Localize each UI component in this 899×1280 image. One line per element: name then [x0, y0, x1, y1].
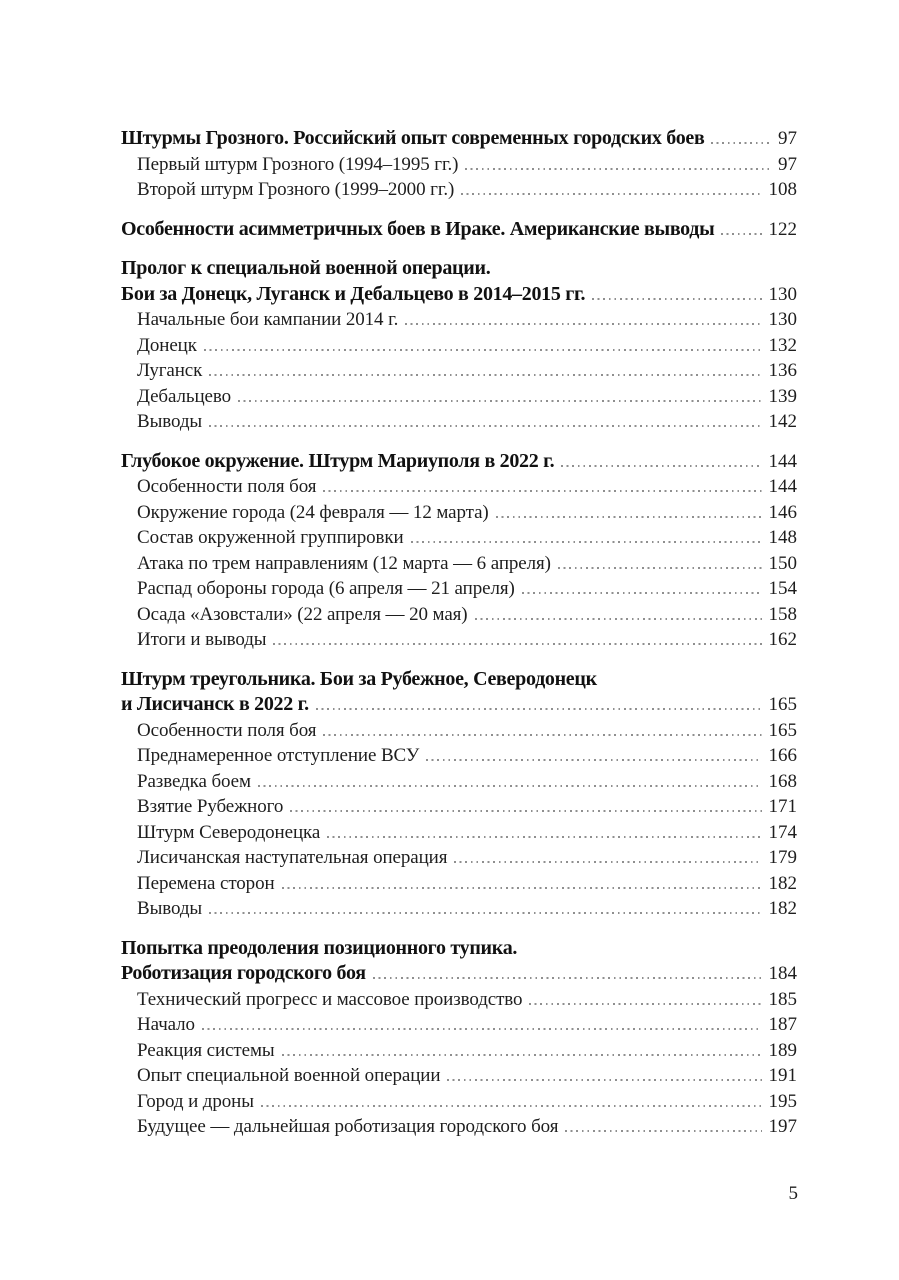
entry-title: Особенности асимметричных боев в Ираке. Американские выводы — [121, 217, 715, 240]
toc-entry-row — [121, 500, 797, 526]
toc-entry-row — [121, 794, 797, 820]
entry-page-number: 184 — [768, 963, 797, 984]
toc-heading-row — [121, 217, 797, 243]
entry-title: Второй штурм Грозного (1999–2000 гг.) — [137, 179, 455, 200]
dot-leader — [475, 618, 762, 620]
toc-section — [121, 126, 797, 203]
entry-title: Особенности поля боя — [137, 719, 317, 741]
entry-page-number: 142 — [768, 411, 797, 432]
toc-entry-row — [121, 871, 797, 897]
entry-page-number: 139 — [768, 385, 797, 407]
toc-heading-row — [121, 961, 797, 987]
dot-leader — [209, 425, 761, 427]
dot-leader — [711, 142, 771, 144]
entry-title: Преднамеренное отступление ВСУ — [137, 745, 420, 766]
entry-page-number: 165 — [768, 719, 797, 741]
toc-entry-row — [121, 820, 797, 846]
entry-title: Первый штурм Грозного (1994–1995 гг.) — [137, 153, 459, 175]
entry-page-number: 168 — [768, 770, 797, 792]
dot-leader — [565, 1130, 761, 1132]
toc-entry-row — [121, 1063, 797, 1089]
entry-page-number: 165 — [768, 694, 797, 715]
entry-title: Разведка боем — [137, 770, 251, 792]
toc-section — [121, 217, 797, 243]
toc-entry-row — [121, 1089, 797, 1115]
entry-title: Пролог к специальной военной операции. — [121, 257, 491, 279]
toc-entry-row — [121, 333, 797, 359]
entry-page-number: 179 — [768, 847, 797, 868]
entry-page-number: 132 — [768, 334, 797, 356]
toc-heading-row — [121, 936, 797, 962]
toc-entry-row — [121, 409, 797, 435]
entry-title: Состав окруженной группировки — [137, 527, 404, 548]
entry-page-number: 187 — [768, 1014, 797, 1035]
toc-heading-row — [121, 667, 797, 693]
dot-leader — [405, 323, 761, 325]
entry-title: Окружение города (24 февраля — 12 марта) — [137, 501, 489, 523]
dot-leader — [209, 374, 761, 376]
entry-title: Попытка преодоления позиционного тупика. — [121, 936, 518, 959]
entry-page-number: 150 — [768, 552, 797, 574]
dot-leader — [721, 233, 761, 235]
toc-entry-row — [121, 718, 797, 744]
entry-page-number: 108 — [768, 179, 797, 200]
entry-page-number: 130 — [768, 309, 797, 330]
dot-leader — [290, 810, 761, 812]
entry-page-number: 148 — [768, 527, 797, 548]
toc-entry-row — [121, 474, 797, 500]
entry-title: Луганск — [137, 360, 203, 381]
entry-title: Донецк — [137, 334, 197, 356]
dot-leader — [204, 349, 762, 351]
toc-entry-row — [121, 769, 797, 795]
entry-page-number: 136 — [768, 360, 797, 381]
dot-leader — [258, 785, 762, 787]
dot-leader — [558, 567, 762, 569]
toc-entry-row — [121, 152, 797, 178]
dot-leader — [323, 734, 761, 736]
entry-page-number: 171 — [768, 796, 797, 817]
entry-title: Штурм треугольника. Бои за Рубежное, Северодонецк — [121, 667, 597, 690]
entry-page-number: 197 — [768, 1116, 797, 1137]
toc-entry-row — [121, 1012, 797, 1038]
dot-leader — [447, 1079, 761, 1081]
entry-title: Итоги и выводы — [137, 629, 267, 650]
dot-leader — [529, 1003, 761, 1005]
entry-page-number: 154 — [768, 578, 797, 599]
entry-page-number: 182 — [768, 872, 797, 894]
dot-leader — [373, 977, 762, 979]
toc-heading-row — [121, 282, 797, 308]
dot-leader — [561, 465, 761, 467]
entry-title: Штурмы Грозного. Российский опыт современных городских боев — [121, 127, 705, 149]
entry-page-number: 97 — [778, 153, 797, 175]
toc-entry-row — [121, 845, 797, 871]
toc-section — [121, 667, 797, 922]
entry-title: и Лисичанск в 2022 г. — [121, 693, 309, 715]
toc-entry-row — [121, 896, 797, 922]
toc-entry-row — [121, 358, 797, 384]
entry-page-number: 191 — [768, 1065, 797, 1086]
entry-title: Дебальцево — [137, 385, 231, 407]
toc-entry-row — [121, 384, 797, 410]
entry-title: Лисичанская наступательная операция — [137, 847, 448, 868]
entry-page-number: 162 — [768, 629, 797, 650]
entry-page-number: 166 — [768, 745, 797, 766]
entry-page-number: 122 — [768, 218, 797, 240]
toc-entry-row — [121, 602, 797, 628]
dot-leader — [209, 912, 761, 914]
toc-heading-row — [121, 449, 797, 475]
toc-entry-row — [121, 1038, 797, 1064]
entry-page-number: 144 — [768, 450, 797, 472]
dot-leader — [273, 643, 761, 645]
entry-title: Штурм Северодонецка — [137, 821, 321, 843]
dot-leader — [261, 1105, 762, 1107]
toc-entry-row — [121, 177, 797, 203]
entry-title: Начало — [137, 1014, 195, 1035]
dot-leader — [323, 490, 761, 492]
dot-leader — [316, 708, 762, 710]
dot-leader — [282, 887, 762, 889]
entry-page-number: 146 — [768, 501, 797, 523]
dot-leader — [454, 861, 761, 863]
entry-title: Выводы — [137, 898, 203, 919]
entry-page-number: 195 — [768, 1090, 797, 1112]
toc-section — [121, 936, 797, 1140]
page-number: 5 — [788, 1183, 798, 1204]
entry-page-number: 97 — [778, 128, 797, 149]
dot-leader — [461, 193, 761, 195]
entry-page-number: 185 — [768, 988, 797, 1010]
entry-page-number: 174 — [768, 821, 797, 843]
toc-entry-row — [121, 576, 797, 602]
toc-entry-row — [121, 987, 797, 1013]
table-of-contents — [121, 126, 797, 1140]
toc-entry-row — [121, 627, 797, 653]
entry-title: Взятие Рубежного — [137, 796, 284, 817]
dot-leader — [238, 400, 762, 402]
toc-heading-row — [121, 256, 797, 282]
entry-title: Начальные бои кампании 2014 г. — [137, 309, 399, 330]
entry-title: Глубокое окружение. Штурм Мариуполя в 2022 г. — [121, 449, 555, 472]
toc-section — [121, 449, 797, 653]
entry-title: Опыт специальной военной операции — [137, 1065, 441, 1086]
entry-page-number: 130 — [768, 283, 797, 305]
toc-entry-row — [121, 551, 797, 577]
entry-title: Будущее — дальнейшая роботизация городского боя — [137, 1116, 559, 1137]
dot-leader — [465, 168, 771, 170]
entry-page-number: 189 — [768, 1039, 797, 1061]
entry-title: Роботизация городского боя — [121, 962, 366, 984]
entry-title: Выводы — [137, 411, 203, 432]
entry-title: Распад обороны города (6 апреля — 21 апреля) — [137, 578, 515, 599]
entry-page-number: 158 — [768, 603, 797, 625]
entry-title: Атака по трем направлениям (12 марта — 6 апреля) — [137, 552, 551, 574]
entry-title: Реакция системы — [137, 1039, 275, 1061]
dot-leader — [202, 1028, 762, 1030]
entry-title: Осада «Азовстали» (22 апреля — 20 мая) — [137, 603, 468, 625]
dot-leader — [592, 298, 761, 300]
toc-entry-row — [121, 1114, 797, 1140]
dot-leader — [282, 1054, 762, 1056]
dot-leader — [327, 836, 761, 838]
entry-title: Технический прогресс и массовое производство — [137, 988, 523, 1010]
dot-leader — [496, 516, 762, 518]
entry-page-number: 182 — [768, 898, 797, 919]
toc-entry-row — [121, 525, 797, 551]
entry-title: Город и дроны — [137, 1090, 254, 1112]
toc-heading-row — [121, 692, 797, 718]
dot-leader — [411, 541, 762, 543]
entry-title: Особенности поля боя — [137, 476, 317, 497]
entry-page-number: 144 — [768, 476, 797, 497]
dot-leader — [426, 759, 761, 761]
toc-heading-row — [121, 126, 797, 152]
entry-title: Перемена сторон — [137, 872, 275, 894]
toc-section — [121, 256, 797, 435]
entry-title: Бои за Донецк, Луганск и Дебальцево в 2014–2015 гг. — [121, 282, 586, 305]
dot-leader — [522, 592, 762, 594]
toc-entry-row — [121, 743, 797, 769]
toc-entry-row — [121, 307, 797, 333]
